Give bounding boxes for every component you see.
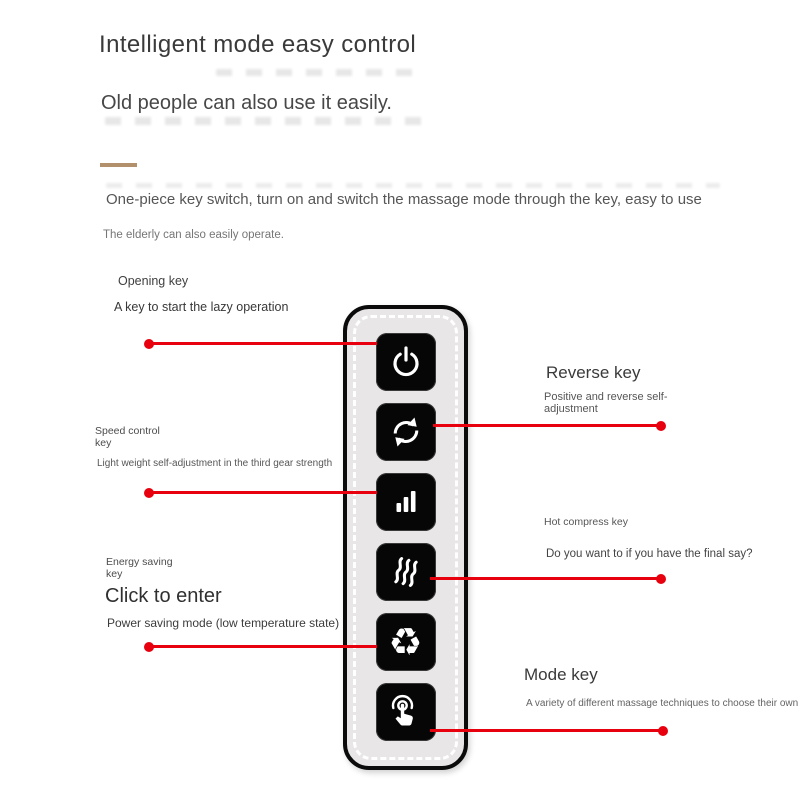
power-icon	[388, 344, 424, 380]
opening-key-callout-line	[148, 342, 377, 345]
speed-control-key-description: Light weight self-adjustment in the third gear strength	[97, 458, 333, 469]
speed-bars-icon	[388, 484, 424, 520]
energy-saving-key-label: Energy saving key	[106, 556, 173, 580]
speed-control-key-label: Speed control key	[95, 425, 160, 449]
energy-saving-key-description: Power saving mode (low temperature state)	[107, 616, 340, 630]
energy-key-callout-line	[148, 645, 377, 648]
remote-button-column	[347, 333, 464, 741]
accent-divider	[100, 163, 137, 167]
callout-dot	[656, 421, 666, 431]
erased-text-artifact	[105, 117, 429, 125]
energy-saving-cta: Click to enter	[105, 585, 222, 607]
callout-dot	[144, 642, 154, 652]
callout-dot	[658, 726, 668, 736]
erased-text-artifact	[106, 183, 720, 188]
heat-waves-icon	[388, 554, 424, 590]
mode-key-label: Mode key	[524, 665, 598, 684]
remote-mode-button	[376, 683, 436, 741]
mode-key-description: A variety of different massage techniques to choose their own	[526, 698, 799, 709]
reverse-key-description: Positive and reverse self-adjustment	[544, 391, 668, 416]
remote-control	[343, 305, 468, 770]
hot-compress-key-description: Do you want to if you have the final say?	[546, 548, 753, 560]
remote-reverse-button	[376, 403, 436, 461]
remote-power-button	[376, 333, 436, 391]
hot-compress-key-label: Hot compress key	[544, 516, 629, 528]
remote-speed-button	[376, 473, 436, 531]
page-description-secondary: The elderly can also easily operate.	[103, 229, 284, 241]
callout-dot	[144, 488, 154, 498]
mode-key-callout-line	[430, 729, 663, 732]
rotate-icon	[388, 414, 424, 450]
page-subtitle: Old people can also use it easily.	[101, 92, 392, 114]
opening-key-label: Opening key	[118, 274, 189, 288]
hot-compress-key-callout-line	[430, 577, 661, 580]
touch-icon	[388, 694, 424, 730]
speed-key-callout-line	[148, 491, 377, 494]
reverse-key-label: Reverse key	[546, 363, 641, 382]
page-description: One-piece key switch, turn on and switch the massage mode through the key, easy to use	[106, 191, 702, 208]
recycle-icon: ♻	[388, 620, 423, 664]
reverse-key-callout-line	[433, 424, 661, 427]
callout-dot	[144, 339, 154, 349]
remote-hot-compress-button	[376, 543, 436, 601]
callout-dot	[656, 574, 666, 584]
page-title: Intelligent mode easy control	[99, 31, 417, 58]
erased-text-artifact	[216, 69, 424, 76]
remote-energy-saving-button	[376, 613, 436, 671]
opening-key-description: A key to start the lazy operation	[114, 300, 289, 314]
